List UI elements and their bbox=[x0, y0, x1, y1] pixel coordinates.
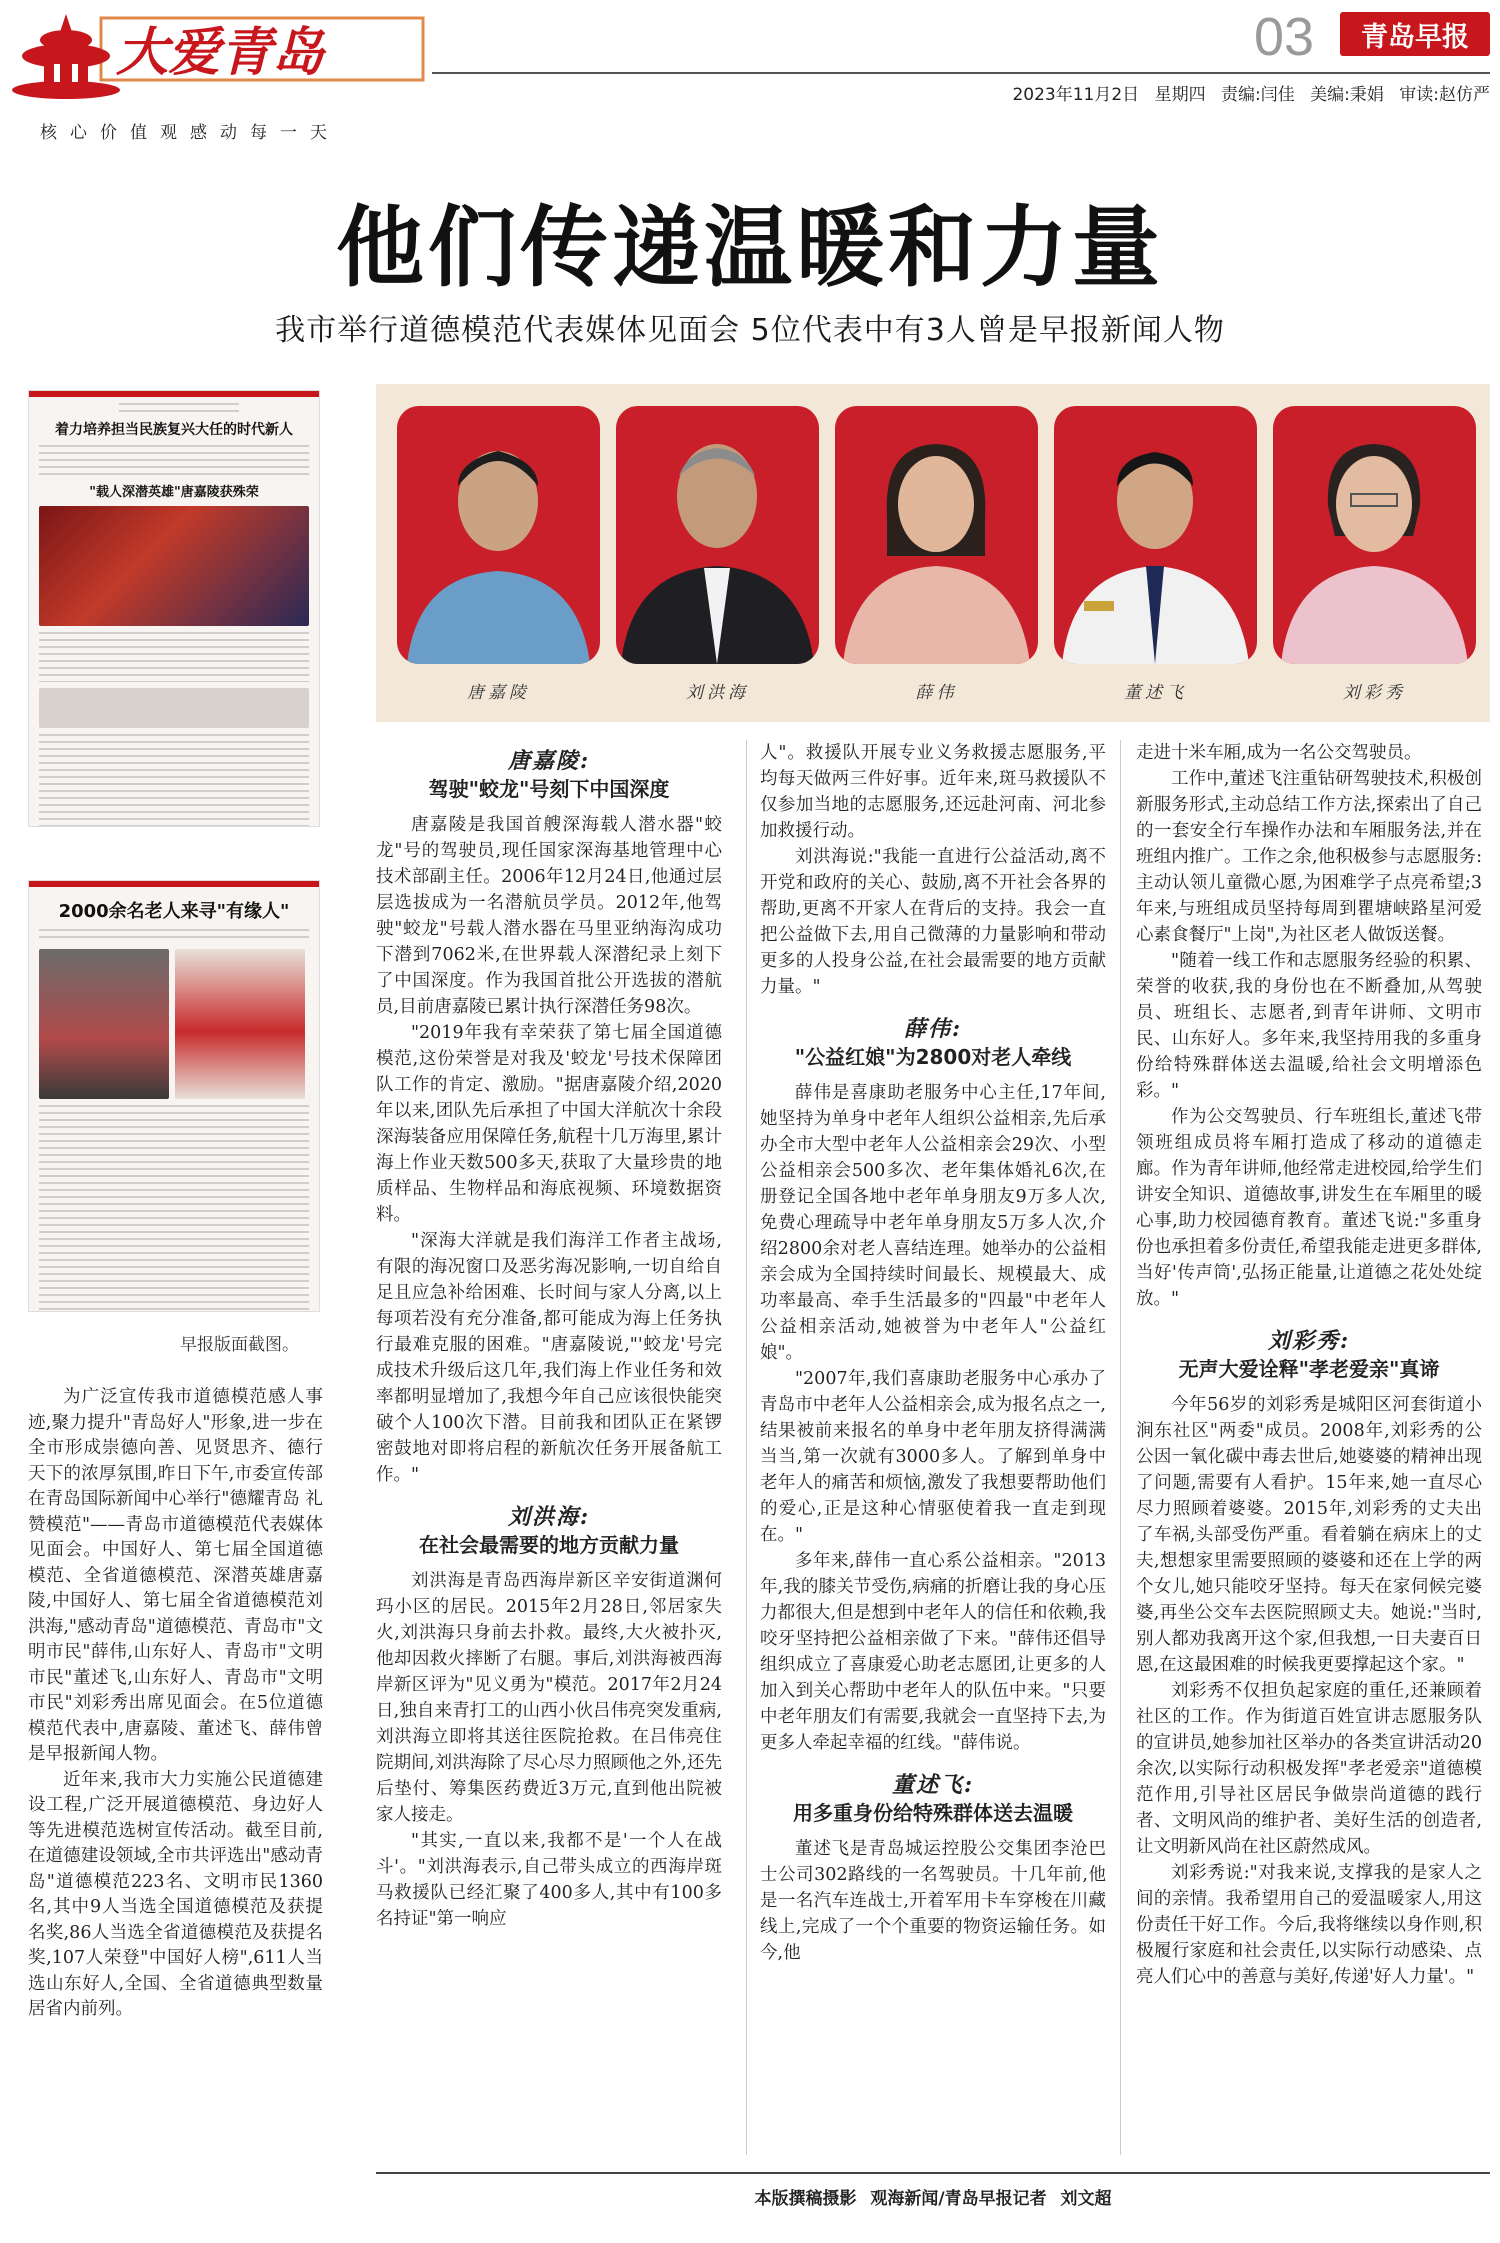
paragraph: 多年来,薛伟一直心系公益相亲。"2013年,我的膝关节受伤,病痛的折磨让我的身心压力都很大,但是想到中老年人的信任和依赖,我咬牙坚持把公益相亲做了下来。"薛伟还倡导组织成立了喜康爱心助老志愿团,让更多的人加入到关心帮助中老年人的队伍中来。"只要中老年朋友们有需要,我就会一直坚持下去,为更多人牵起幸福的红线。"薛伟说。 bbox=[760, 1551, 1106, 1753]
weekday: 星期四 bbox=[1154, 85, 1206, 105]
portrait-photo bbox=[616, 406, 819, 664]
byline bbox=[376, 2184, 1490, 2209]
paragraph: "2019年我有幸荣获了第七届全国道德模范,这份荣誉是对我及'蛟龙'号技术保障团队工作的肯定、激励。"据唐嘉陵介绍,2020年以来,团队先后承担了中国大洋航次十余段深海装备应用保障任务,航程十几万海里,累计海上作业天数500多天,获取了大量珍贵的地质样品、生物样品和海底视频、环境数据资料。 bbox=[376, 1023, 722, 1225]
article-column-1 bbox=[376, 740, 722, 1932]
paragraph: 作为公交驾驶员、行车班组长,董述飞带领班组成员将车厢打造成了移动的道德走廊。作为青年讲师,他经常走进校园,给学生们讲安全知识、道德故事,讲发生在车厢里的暖心事,助力校园德育教育。董述飞说:"多重身份也承担着多份责任,希望我能走进更多群体,当好'传声筒',弘扬正能量,让道德之花处处绽放。" bbox=[1136, 1107, 1482, 1309]
portrait-photo bbox=[397, 406, 600, 664]
page-number: 03 bbox=[1254, 7, 1315, 67]
dateline bbox=[640, 80, 1490, 105]
masthead-logo bbox=[6, 10, 426, 115]
paragraph: "其实,一直以来,我都不是'一个人在战斗'。"刘洪海表示,自己带头成立的西海岸斑马救援队已经汇聚了400多人,其中有100多名持证"第一响应 bbox=[376, 1831, 722, 1929]
footer-divider bbox=[376, 2172, 1490, 2174]
byline-part: 观海新闻/青岛早报记者 bbox=[870, 2189, 1047, 2209]
header-divider bbox=[432, 72, 1490, 74]
section-heading: 在社会最需要的地方贡献力量 bbox=[419, 1533, 679, 1557]
newspaper-clipping-2 bbox=[28, 880, 320, 1312]
column-divider bbox=[1120, 740, 1121, 2155]
portrait-photo bbox=[835, 406, 1038, 664]
section-heading: "公益红娘"为2800对老人牵线 bbox=[794, 1045, 1072, 1069]
clipping-2-title: 2000余名老人来寻"有缘人" bbox=[58, 901, 290, 922]
paragraph: 今年56岁的刘彩秀是城阳区河套街道小涧东社区"两委"成员。2008年,刘彩秀的公公因一氧化碳中毒去世后,她婆婆的精神出现了问题,需要有人看护。15年来,她一直尽心尽力照顾着婆婆。2015年,刘彩秀的丈夫出了车祸,头部受伤严重。看着躺在病床上的丈夫,想想家里需要照顾的婆婆和还在上学的两个女儿,她只能咬牙坚持。每天在家伺候完婆婆,再坐公交车去医院照顾丈夫。她说:"当时,别人都劝我离开这个家,但我想,一日夫妻百日恩,在这最困难的时候我更要撑起这个家。" bbox=[1136, 1395, 1482, 1675]
paragraph: 走进十米车厢,成为一名公交驾驶员。 bbox=[1136, 743, 1422, 763]
paragraph: "深海大洋就是我们海洋工作者主战场,有限的海况窗口及恶劣海况影响,一切自给自足且应急补给困难、长时间与家人分离,以上每项若没有充分准备,都可能成为海上任务执行最难克服的困难。"唐嘉陵说,"'蛟龙'号完成技术升级后这几年,我们海上作业任务和效率都明显增加了,我想今年自己应该很快能突破个人100次下潜。目前我和团队正在紧锣密鼓地对即将启程的新航次任务开展备航工作。" bbox=[376, 1231, 722, 1485]
date: 2023年11月2日 bbox=[1012, 85, 1140, 105]
paragraph: 唐嘉陵是我国首艘深海载人潜水器"蛟龙"号的驾驶员,现任国家深海基地管理中心技术部副主任。2006年12月24日,他通过层层选拔成为一名潜航员学员。2012年,他驾驶"蛟龙"号载人潜水器在马里亚纳海沟成功下潜到7062米,在世界载人深潜纪录上刻下了中国深度。作为我国首批公开选拔的潜航员,目前唐嘉陵已累计执行深潜任务98次。 bbox=[376, 815, 722, 1017]
paragraph: 人"。救援队开展专业义务救援志愿服务,平均每天做两三件好事。近年来,斑马救援队不仅参加当地的志愿服务,还远赴河南、河北参加救援行动。 bbox=[760, 743, 1106, 841]
clipping-1-title: 着力培养担当民族复兴大任的时代新人 bbox=[55, 422, 293, 438]
article-column-2 bbox=[760, 740, 1106, 1966]
paragraph: 刘彩秀不仅担负起家庭的重任,还兼顾着社区的工作。作为街道百姓宣讲志愿服务队的宣讲员,她参加社区举办的各类宣讲活动20余次,以实际行动积极发挥"孝老爱亲"道德模范作用,引导社区居民争做崇尚道德的践行者、文明风尚的维护者、美好生活的创造者,让文明新风尚在社区蔚然成风。 bbox=[1136, 1681, 1482, 1857]
section-name: 董述飞: bbox=[891, 1772, 975, 1798]
portrait-caption: 刘彩秀 bbox=[1343, 683, 1406, 703]
paper-name-badge: 青岛早报 bbox=[1340, 12, 1490, 56]
paragraph: "随着一线工作和志愿服务经验的积累、荣誉的收获,我的身份也在不断叠加,从驾驶员、班组长、志愿者,到青年讲师、文明市民、山东好人。多年来,我坚持用我的多重身份给特殊群体送去温暖,给社会文明增添色彩。" bbox=[1136, 951, 1482, 1101]
byline-author: 刘文超 bbox=[1060, 2189, 1112, 2209]
portrait-caption: 薛伟 bbox=[915, 683, 958, 703]
section-name: 薛伟: bbox=[903, 1016, 963, 1042]
clipping-caption: 早报版面截图。 bbox=[180, 1335, 299, 1355]
section-heading: 无声大爱诠释"孝老爱亲"真谛 bbox=[1178, 1357, 1440, 1381]
logo-text: 大爱青岛 bbox=[116, 23, 325, 83]
paragraph: 刘洪海是青岛西海岸新区辛安街道渊何玛小区的居民。2015年2月28日,邻居家失火,刘洪海只身前去扑救。最终,大火被扑灭,他却因救火摔断了右腿。事后,刘洪海被西海岸新区评为"见义勇为"模范。2017年2月24日,独自来青打工的山西小伙吕伟亮突发重病,刘洪海立即将其送往医院抢救。在吕伟亮住院期间,刘洪海除了尽心尽力照顾他之外,还先后垫付、筹集医药费近3万元,直到他出院被家人接走。 bbox=[376, 1571, 722, 1825]
clipping-1-subtitle: "载人深潜英雄"唐嘉陵获殊荣 bbox=[89, 485, 259, 500]
paragraph: 董述飞是青岛城运控股公交集团李沧巴士公司302路线的一名驾驶员。十几年前,他是一名汽车连战士,开着军用卡车穿梭在川藏线上,完成了一个个重要的物资运输任务。如今,他 bbox=[760, 1839, 1106, 1963]
portrait-caption: 唐嘉陵 bbox=[467, 683, 530, 703]
tower-logo-icon bbox=[6, 10, 426, 115]
paragraph: 工作中,董述飞注重钻研驾驶技术,积极创新服务形式,主动总结工作方法,探索出了自己的一套安全行车操作办法和车厢服务法,并在班组内推广。工作之余,他积极参与志愿服务:主动认领儿童微心愿,为困难学子点亮希望;3年来,与班组成员坚持每周到瞿塘峡路星河爱心素食餐厅"上岗",为社区老人做饭送餐。 bbox=[1136, 769, 1482, 945]
section-name: 刘彩秀: bbox=[1267, 1328, 1351, 1354]
section-heading: 用多重身份给特殊群体送去温暖 bbox=[793, 1801, 1073, 1825]
reviewer: 审读:赵仿严 bbox=[1399, 85, 1490, 105]
paragraph: 刘洪海说:"我能一直进行公益活动,离不开党和政府的关心、鼓励,离不开社会各界的帮助,更离不开家人在背后的支持。我会一直把公益做下去,用自己微薄的力量影响和带动更多的人投身公益,在社会最需要的地方贡献力量。" bbox=[760, 847, 1106, 997]
intro-text bbox=[28, 1385, 323, 2023]
page-title: 他们传递温暖和力量 bbox=[335, 196, 1164, 299]
clipping-1-photo bbox=[39, 506, 309, 626]
newspaper-clipping-1 bbox=[28, 390, 320, 827]
page-subtitle: 我市举行道德模范代表媒体见面会 5位代表中有3人曾是早报新闻人物 bbox=[275, 313, 1225, 348]
column-divider bbox=[746, 740, 747, 2155]
portrait-caption: 刘洪海 bbox=[686, 683, 749, 703]
section-name: 唐嘉陵: bbox=[507, 748, 591, 774]
paragraph: 薛伟是喜康助老服务中心主任,17年间,她坚持为单身中老年人组织公益相亲,先后承办全市大型中老年人公益相亲会29次、小型公益相亲会500多次、老年集体婚礼6次,在册登记全国各地中老年单身朋友9万多人次,免费心理疏导中老年单身朋友5万多人次,介绍2800余对老人喜结连理。她举办的公益相亲会成为全国持续时间最长、规模最大、成功率最高、牵手生活最多的"四最"中老年人公益相亲活动,她被誉为中老年人"公益红娘"。 bbox=[760, 1083, 1106, 1363]
portrait-strip bbox=[376, 384, 1490, 722]
paragraph: 刘彩秀说:"对我来说,支撑我的是家人之间的亲情。我希望用自己的爱温暖家人,用这份责任干好工作。今后,我将继续以身作则,积极履行家庭和社会责任,以实际行动感染、点亮人们心中的善意与美好,传递'好人力量'。" bbox=[1136, 1863, 1482, 1987]
byline-part: 本版撰稿摄影 bbox=[754, 2189, 857, 2209]
portrait-caption: 董述飞 bbox=[1124, 683, 1187, 703]
section-name: 刘洪海: bbox=[507, 1504, 591, 1530]
article-column-3 bbox=[1136, 740, 1482, 1990]
intro-paragraph: 为广泛宣传我市道德模范感人事迹,聚力提升"青岛好人"形象,进一步在全市形成崇德向善、见贤思齐、德行天下的浓厚氛围,昨日下午,市委宣传部在青岛国际新闻中心举行"德耀青岛 礼赞模范"——青岛市道德模范代表媒体见面会。中国好人、第七届全国道德模范、全省道德模范、深潜英雄唐嘉陵,中国好人、第七届全省道德模范刘洪海,"感动青岛"道德模范、青岛市"文明市民"薛伟,山东好人、青岛市"文明市民"董述飞,山东好人、青岛市"文明市民"刘彩秀出席见面会。在5位道德模范代表中,唐嘉陵、董述飞、薛伟曾是早报新闻人物。 bbox=[28, 1387, 323, 1764]
paragraph: "2007年,我们喜康助老服务中心承办了青岛市中老年人公益相亲会,成为报名点之一,结果被前来报名的单身中老年朋友挤得满满当当,第一次就有3000多人。了解到单身中老年人的痛苦和烦恼,激发了我想要帮助他们的爱心,正是这种心情驱使着我一直走到现在。" bbox=[760, 1369, 1106, 1545]
clipping-2-photo bbox=[39, 949, 169, 1099]
section-heading: 驾驶"蛟龙"号刻下中国深度 bbox=[428, 777, 670, 801]
intro-paragraph: 近年来,我市大力实施公民道德建设工程,广泛开展道德模范、身边好人等先进模范选树宣传活动。截至目前,在道德建设领域,全市共评选出"感动青岛"道德模范223名、文明市民1360名,其中9人当选全国道德模范及获提名奖,86人当选全省道德模范及获提名奖,107人荣登"中国好人榜",611人当选山东好人,全国、全省道德典型数量居省内前列。 bbox=[28, 1769, 323, 2019]
editor: 责编:闫佳 bbox=[1220, 85, 1295, 105]
motto: 核心价值观感动每一天 bbox=[40, 123, 340, 143]
portrait-photo bbox=[1054, 406, 1257, 664]
designer: 美编:秉娟 bbox=[1310, 85, 1384, 105]
portrait-photo bbox=[1273, 406, 1476, 664]
